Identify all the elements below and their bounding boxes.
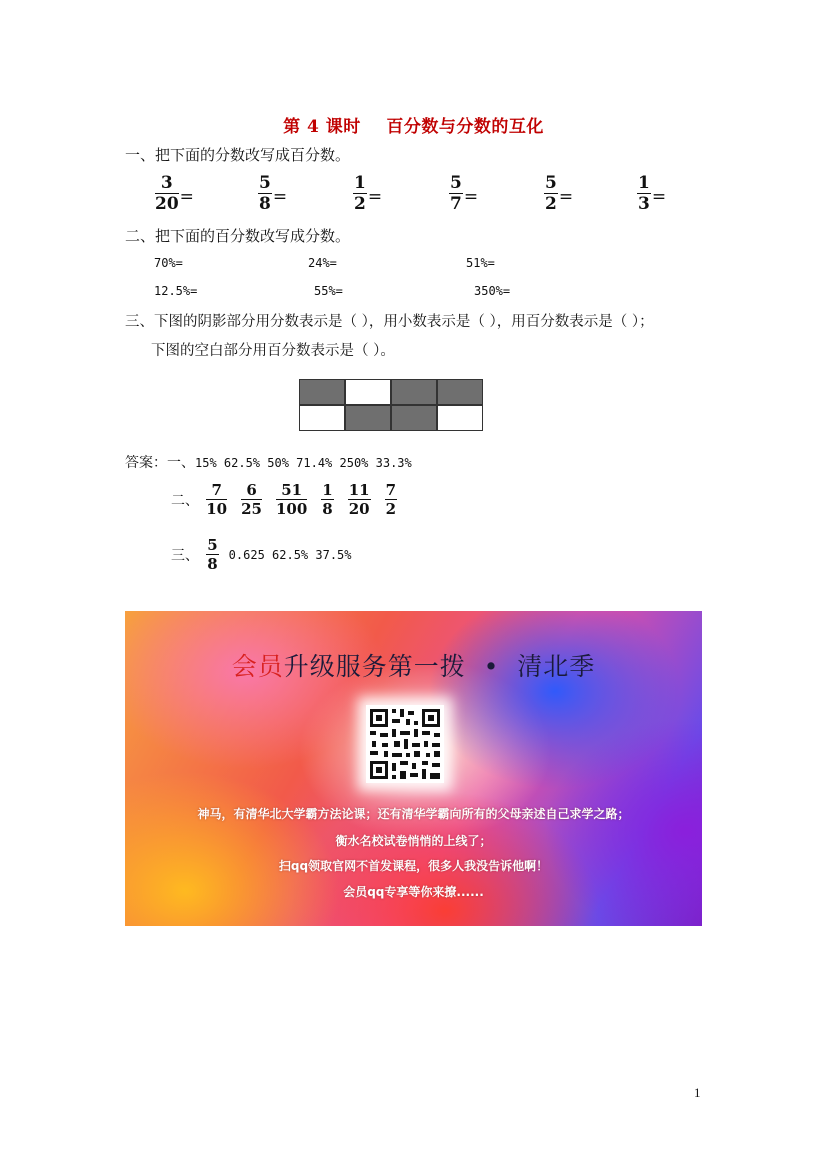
- fraction-item: [544, 174, 573, 214]
- section3-question-line1: 三、下图的阴影部分用分数表示是（ ），用小数表示是（ ），用百分数表示是（ ）；: [125, 314, 654, 330]
- banner-line: 扫qq领取官网不首发课程，很多人我没告诉他啊！: [278, 859, 549, 873]
- answer-part3: [171, 537, 352, 573]
- fraction: [449, 174, 463, 214]
- grid-cell: [345, 405, 391, 431]
- denominator: 2: [545, 194, 557, 214]
- banner-title-highlight: 会员: [231, 652, 284, 681]
- promo-banner[interactable]: [125, 611, 702, 926]
- percent-item: 12.5%=: [154, 284, 198, 298]
- fraction-item: [258, 174, 287, 214]
- answer-label: 答案：一、: [125, 455, 195, 471]
- grid-cell: [437, 379, 483, 405]
- denominator: 20: [155, 194, 179, 214]
- answer-part1: [125, 452, 412, 472]
- numerator: 5: [207, 536, 218, 554]
- answer-fraction: [348, 482, 371, 518]
- answer-values: 15% 62.5% 50% 71.4% 250% 33.3%: [195, 456, 412, 470]
- section2-heading: 二、把下面的百分数改写成分数。: [125, 227, 351, 245]
- fraction: [155, 174, 179, 214]
- percent-item: 55%=: [314, 284, 343, 298]
- equals-sign: =: [651, 187, 667, 207]
- fraction-item: [353, 174, 382, 214]
- denominator: 2: [354, 194, 366, 214]
- section3-question-line2: 下图的空白部分用百分数表示是（ ）。: [151, 343, 395, 359]
- denominator: 8: [322, 500, 333, 518]
- percent-item: 70%=: [154, 256, 183, 270]
- equals-sign: =: [558, 187, 574, 207]
- fraction: [258, 174, 272, 214]
- grid-cell: [299, 379, 345, 405]
- fraction-item: [155, 174, 194, 214]
- denominator: 2: [385, 500, 397, 518]
- answer-label: 三、: [171, 548, 199, 564]
- fraction-item: [449, 174, 478, 214]
- grid-cell: [391, 379, 437, 405]
- numerator: 5: [259, 173, 271, 193]
- numerator: 1: [354, 173, 366, 193]
- equals-sign: =: [272, 187, 288, 207]
- answer-values: 0.625 62.5% 37.5%: [228, 548, 352, 562]
- denominator: 3: [638, 194, 650, 214]
- equals-sign: =: [179, 187, 194, 207]
- answer-label: 二、: [171, 493, 199, 509]
- answer-fraction: [206, 482, 227, 518]
- answer-fraction: [385, 482, 397, 518]
- grid-cell: [345, 379, 391, 405]
- denominator: 10: [206, 500, 228, 518]
- page-title: 第 4 课时 百分数与分数的互化: [283, 117, 544, 137]
- denominator: 7: [450, 194, 462, 214]
- equals-sign: =: [367, 187, 383, 207]
- shaded-grid: [299, 379, 483, 431]
- percent-item: 51%=: [466, 256, 495, 270]
- page-number: 1: [694, 1085, 701, 1100]
- numerator: 7: [385, 481, 397, 499]
- numerator: 1: [638, 173, 650, 193]
- grid-cell: [437, 405, 483, 431]
- numerator: 1: [322, 481, 333, 499]
- answer-fraction: [321, 482, 333, 518]
- fraction: [637, 174, 651, 214]
- banner-line: 衡水名校试卷悄悄的上线了；: [335, 834, 492, 848]
- answer-fraction: [241, 482, 262, 518]
- numerator: 5: [545, 173, 557, 193]
- denominator: 8: [259, 194, 271, 214]
- answer-part2: [171, 482, 397, 518]
- numerator: 51: [276, 482, 307, 500]
- banner-title-text: 升级服务第一拨 • 清北季: [283, 652, 596, 681]
- numerator: 6: [241, 482, 262, 500]
- denominator: 25: [241, 500, 262, 518]
- grid-cell: [299, 405, 345, 431]
- fraction-item: [637, 174, 666, 214]
- answer-fraction: [206, 537, 218, 573]
- numerator: 11: [348, 481, 370, 499]
- grid-cell: [391, 405, 437, 431]
- percent-item: 350%=: [474, 284, 511, 298]
- banner-line: 会员qq专享等你来撩......: [343, 885, 484, 899]
- qr-code-icon[interactable]: [366, 705, 444, 783]
- fraction: [353, 174, 367, 214]
- equals-sign: =: [463, 187, 479, 207]
- answer-fraction: [276, 482, 307, 518]
- percent-item: 24%=: [308, 256, 337, 270]
- numerator: 3: [155, 174, 179, 194]
- denominator: 8: [207, 555, 218, 573]
- banner-line: 神马，有清华北大学霸方法论课；还有清华学霸向所有的父母亲述自己求学之路；: [197, 807, 630, 821]
- denominator: 20: [348, 500, 370, 518]
- denominator: 100: [275, 500, 308, 518]
- section1-heading: 一、把下面的分数改写成百分数。: [125, 146, 351, 164]
- numerator: 5: [450, 173, 462, 193]
- numerator: 7: [206, 482, 227, 500]
- banner-title: [125, 647, 702, 683]
- fraction: [544, 174, 558, 214]
